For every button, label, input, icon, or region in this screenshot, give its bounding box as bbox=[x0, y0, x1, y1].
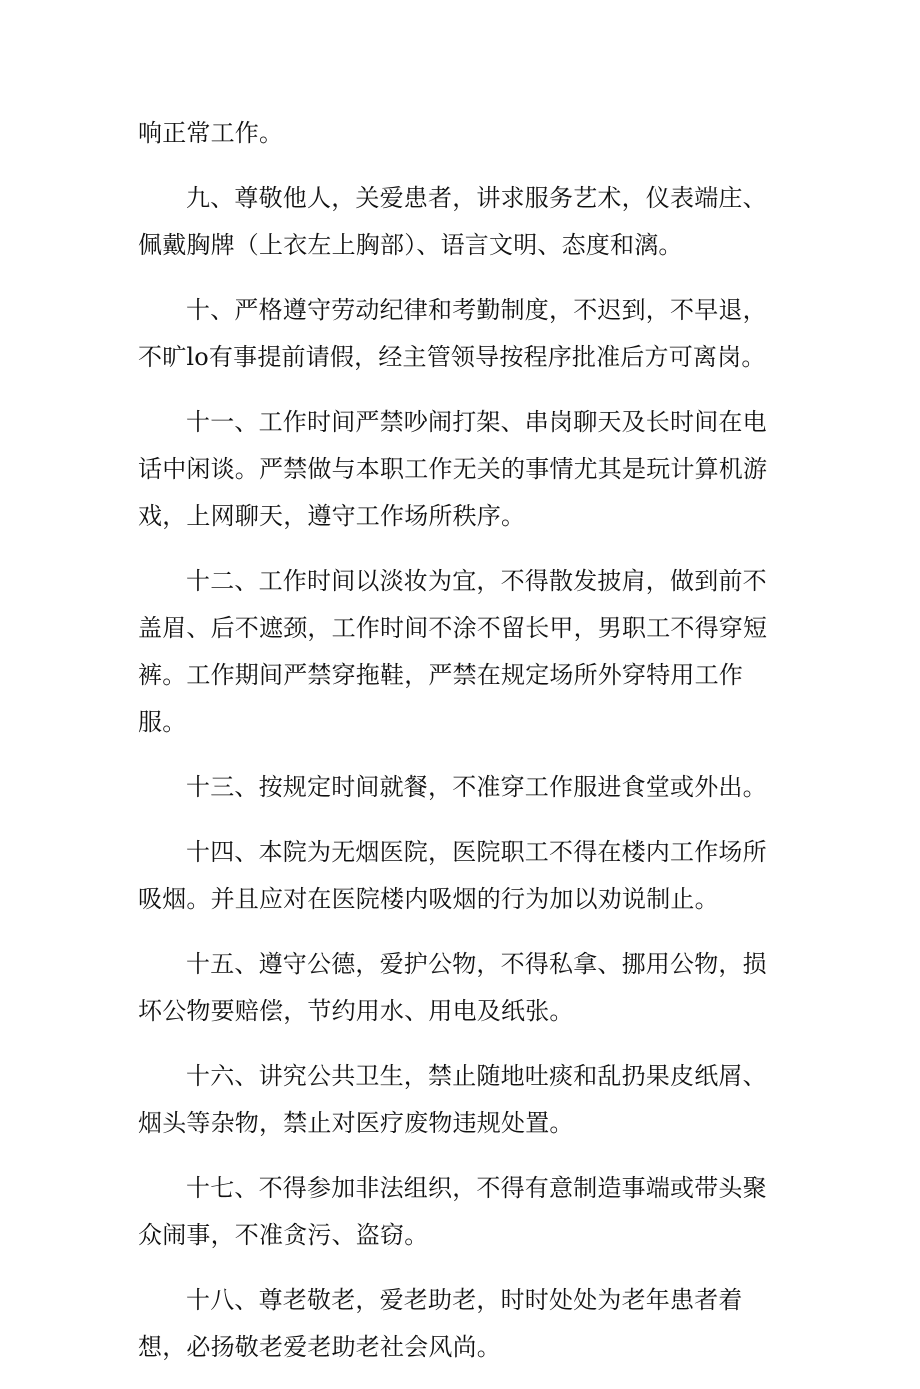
paragraph-item-11: 十一、工作时间严禁吵闹打架、串岗聊天及长时间在电话中闲谈。严禁做与本职工作无关的事情尤其是玩计算机游戏，上网聊天，遵守工作场所秩序。 bbox=[138, 408, 768, 530]
paragraph-item-10: 十、严格遵守劳动纪律和考勤制度，不迟到，不早退，不旷lo有事提前请假，经主管领导按程序批准后方可离岗。 bbox=[138, 296, 767, 371]
document-body bbox=[138, 110, 788, 1389]
paragraph-item-14: 十四、本院为无烟医院，医院职工不得在楼内工作场所吸烟。并且应对在医院楼内吸烟的行为加以劝说制止。 bbox=[138, 838, 767, 913]
paragraph-item-15: 十五、遵守公德，爱护公物，不得私拿、挪用公物，损坏公物要赔偿，节约用水、用电及纸张。 bbox=[138, 950, 767, 1025]
paragraph-item-12: 十二、工作时间以淡妆为宜，不得散发披肩，做到前不盖眉、后不遮颈，工作时间不涂不留长甲，男职工不得穿短裤。工作期间严禁穿拖鞋，严禁在规定场所外穿特用工作服。 bbox=[138, 567, 768, 736]
paragraph-item-17: 十七、不得参加非法组织，不得有意制造事端或带头聚众闹事，不准贪污、盗窃。 bbox=[138, 1174, 767, 1249]
paragraph-item-9: 九、尊敬他人，关爱患者，讲求服务艺术，仪表端庄、佩戴胸牌（上衣左上胸部）、语言文明、态度和漓。 bbox=[138, 184, 767, 259]
paragraph-item-18: 十八、尊老敬老，爱老助老，时时处处为老年患者着想，必扬敬老爱老助老社会风尚。 bbox=[138, 1286, 743, 1361]
paragraph-item-16: 十六、讲究公共卫生，禁止随地吐痰和乱扔果皮纸屑、烟头等杂物，禁止对医疗废物违规处置。 bbox=[138, 1062, 767, 1137]
paragraph-item-13: 十三、按规定时间就餐，不准穿工作服进食堂或外出。 bbox=[186, 773, 767, 801]
paragraph-continuation: 响正常工作。 bbox=[138, 119, 284, 147]
